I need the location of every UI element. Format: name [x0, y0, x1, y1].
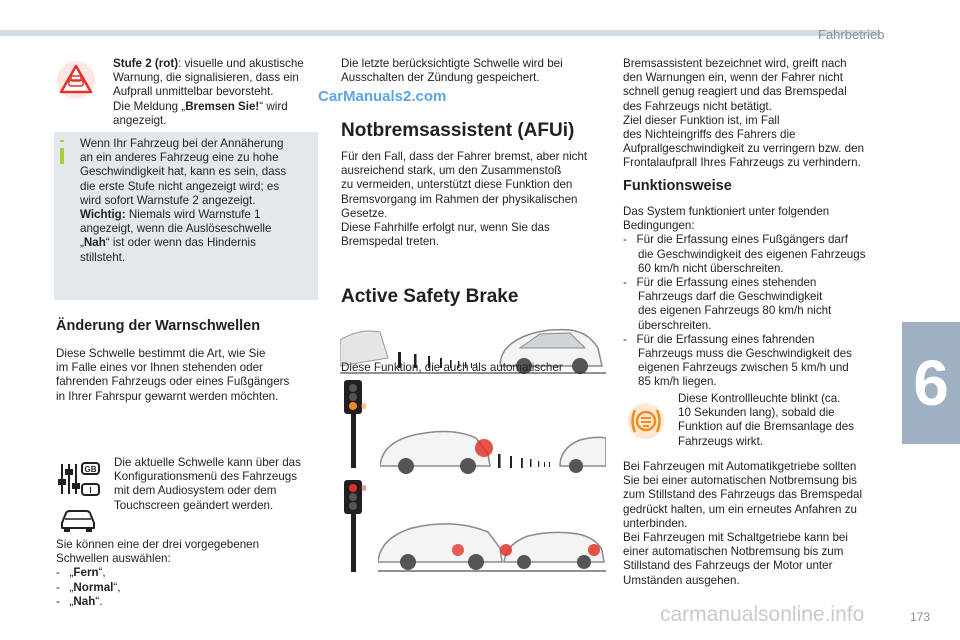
stage2-text: Stufe 2 (rot): visuelle und akustische Warnung, die signalisieren, dass ein Aufprall unmittelbar bevorsteht. Die Meldung „Bremsen Sie!“ wird angezeigt.: [113, 57, 304, 127]
asb-partial-text: Diese Funktion, die auch als automatischer: [341, 361, 563, 374]
option-fern: - „Fern“,: [56, 566, 106, 580]
info-text: Wenn Ihr Fahrzeug bei der Annäherung an ein anderes Fahrzeug eine zu hohe Geschwindigkeit hat, kann es sein, dass die erste Stufe nicht angezeigt wird; es wird sofort Warnstufe 2 angezeigt. Wichtig: Niemals wird Warnstufe 1 angezeigt, wenn die Auslöseschwelle „Nah“ ist oder wenn das Hindernis stillsteht.: [80, 137, 287, 264]
config-text: Die aktuelle Schwelle kann über das Konfigurationsmenü des Fahrzeugs mit dem Audiosystem oder dem Touchscreen geändert werden.: [114, 456, 301, 512]
intro-text: Die letzte berücksichtigte Schwelle wird bei Ausschalten der Zündung gespeichert.: [341, 57, 563, 85]
car-icon: [58, 505, 98, 533]
info-icon-dot: [59, 142, 65, 148]
asb-title: Active Safety Brake: [341, 286, 519, 307]
footer-watermark: carmanualsonline.info: [660, 603, 865, 626]
afu-title: Notbremsassistent (AFUi): [341, 120, 575, 141]
option-normal: - „Normal“,: [56, 580, 121, 594]
col3-intro: Bremsassistent bezeichnet wird, greift nach den Warnungen ein, wenn der Fahrer nicht schnell genug reagiert und das Bremspedal des Fahrzeugs nicht betätigt. Ziel dieser Funktion ist, im Fall des Nichteingriffs des Fahrers die Aufprallgeschwindigkeit zu verringern bzw. den Frontalaufprall Ihres Fahrzeugs zu verhindern.: [623, 57, 865, 170]
gb-settings-icon: [58, 460, 102, 498]
illustration-vehicle: [380, 418, 606, 474]
chapter-number: 6: [913, 347, 949, 419]
svg-text:I: I: [89, 486, 92, 495]
traffic-light-icon-2: [342, 480, 366, 572]
afu-text: Für den Fall, dass der Fahrer bremst, aber nicht ausreichend stark, um den Zusammenstoß zu vermeiden, unterstützt diese Funktion den Bremsvorgang im Rahmen der physikalischen Gesetze. Diese Fahrhilfe erfolgt nur, wenn Sie das Bremspedal treten.: [341, 150, 588, 249]
choose-text: Sie können eine der drei vorgegebenen Schwellen auswählen: - „Fern“, - „Normal“, - „Nah“.: [56, 538, 318, 609]
auto-gearbox-text: Bei Fahrzeugen mit Automatikgetriebe sollten Sie bei einer automatischen Notbremsung bis zum Stillstand des Fahrzeugs das Bremspedal gedrückt halten, um ein erneutes Anfahren zu unterbinden. Bei Fahrzeugen mit Schaltgetriebe kann bei einer automatischen Notbremsung bis zum Stillstand des Fahrzeugs der Motor unter Umständen ausgehen.: [623, 460, 863, 587]
function-title: Funktionsweise: [623, 178, 732, 194]
lamp-text: Diese Kontrollleuchte blinkt (ca. 10 Sekunden lang), sobald die Funktion auf die Bremsanlage des Fahrzeugs wirkt.: [678, 392, 854, 448]
traffic-light-icon: [342, 380, 366, 468]
svg-text:GB: GB: [84, 465, 97, 474]
brake-warning-lamp-icon: [626, 402, 666, 440]
conditions-list: Das System funktioniert unter folgenden Bedingungen: - Für die Erfassung eines Fußgängers darf die Geschwindigkeit des eigenen Fahrzeugs 60 km/h nicht überschreiten. - Für die Erfassung eines stehenden Fahrzeugs darf die Geschwindigkeit des eigenen Fahrzeugs 80 km/h nicht überschreiten. - Für die Erfassung eines fahrenden Fahrzeugs muss die Geschwindigkeit des eigenen Fahrzeugs zwischen 5 km/h und 85 km/h liegen.: [623, 205, 866, 389]
section-title: Fahrbetrieb: [818, 27, 885, 42]
threshold-section-title: Änderung der Warnschwellen: [56, 318, 261, 334]
page-number: 173: [910, 610, 931, 624]
collision-car-icon: [378, 510, 606, 572]
watermark: CarManuals2.com: [318, 88, 447, 105]
header-bar: [0, 30, 880, 36]
option-nah: - „Nah“.: [56, 594, 103, 608]
warning-triangle-icon: [56, 60, 96, 100]
threshold-text: Diese Schwelle bestimmt die Art, wie Sie im Falle eines vor Ihnen stehenden oder fahrenden Fahrzeugs oder eines Fußgängers in Ihrer Fahrspur gewarnt werden möchten.: [56, 347, 290, 403]
